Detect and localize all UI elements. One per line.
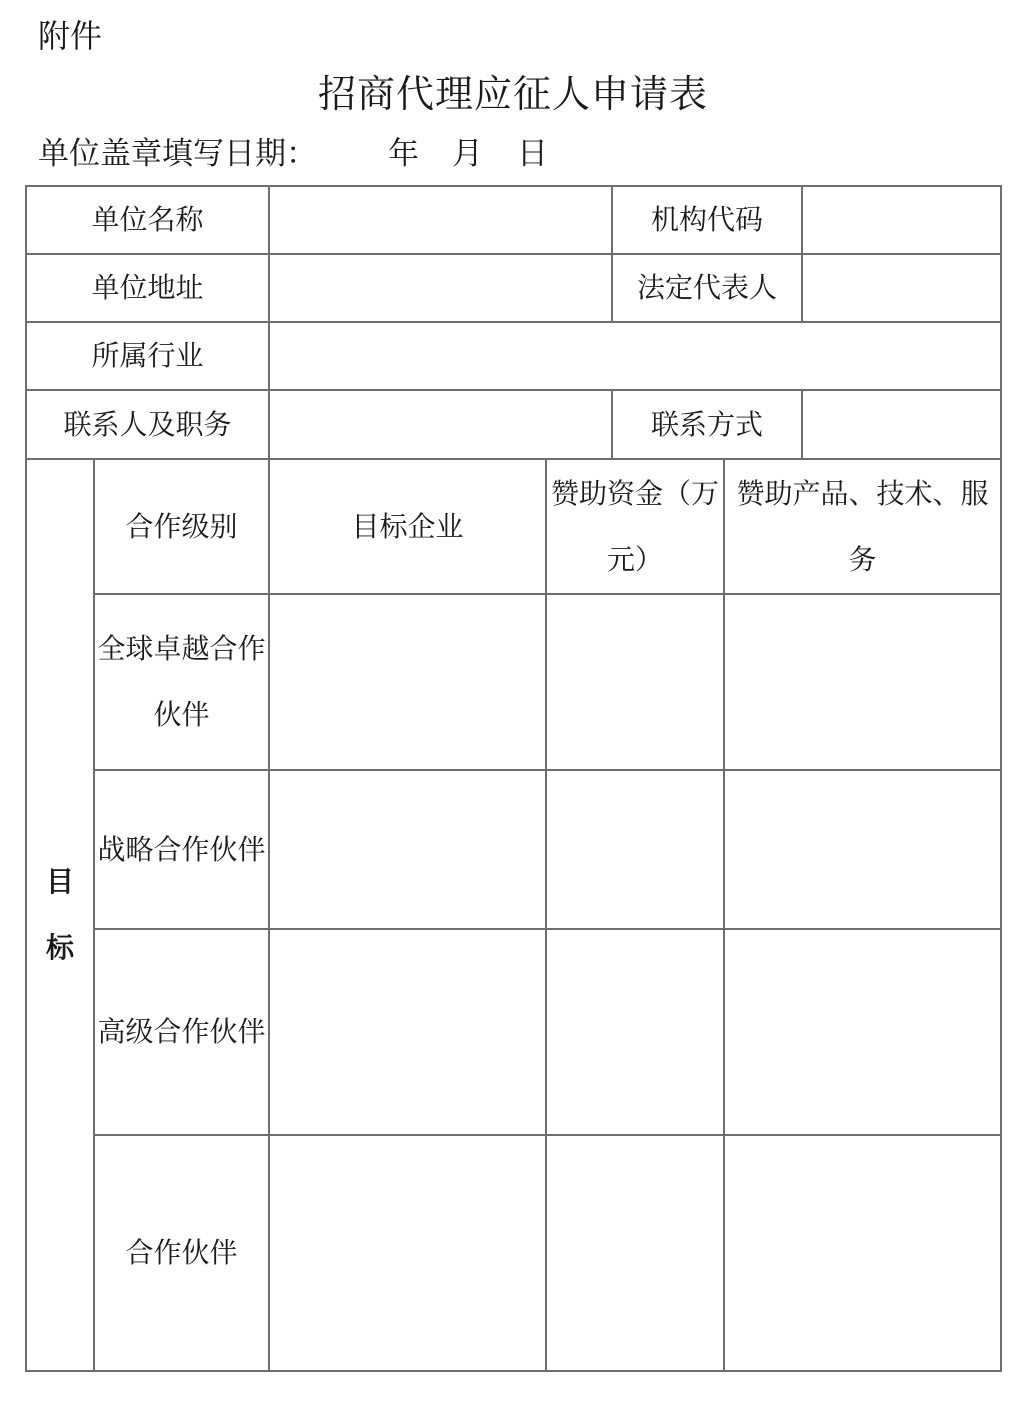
col-cooperation-level: 合作级别 (94, 459, 269, 594)
global-company-value[interactable] (269, 594, 546, 770)
level-partner: 合作伙伴 (94, 1135, 269, 1371)
date-year-label: 年 (388, 136, 419, 172)
org-code-label: 机构代码 (612, 186, 802, 254)
unit-address-label: 单位地址 (26, 254, 269, 322)
partner-products-value[interactable] (724, 1135, 1001, 1371)
legal-rep-label: 法定代表人 (612, 254, 802, 322)
row-level-strategic (26, 770, 1001, 929)
org-code-value[interactable] (802, 186, 1001, 254)
row-unit-address (26, 254, 1001, 322)
row-contact (26, 390, 1001, 459)
target-label-line2: 标 (45, 931, 74, 964)
row-target-header (26, 459, 1001, 594)
attachment-label: 附件 (38, 17, 103, 55)
global-products-value[interactable] (724, 594, 1001, 770)
application-form-table (25, 185, 1002, 1372)
contact-person-label: 联系人及职务 (26, 390, 269, 459)
contact-method-label: 联系方式 (612, 390, 802, 459)
date-month-label: 月 (452, 136, 483, 172)
unit-address-value[interactable] (269, 254, 612, 322)
senior-products-value[interactable] (724, 929, 1001, 1135)
row-level-global (26, 594, 1001, 770)
row-level-senior (26, 929, 1001, 1135)
date-label: 单位盖章填写日期： (38, 136, 317, 172)
unit-name-label: 单位名称 (26, 186, 269, 254)
strategic-company-value[interactable] (269, 770, 546, 929)
date-line (38, 134, 548, 174)
level-global-excellence: 全球卓越合作伙伴 (94, 594, 269, 770)
legal-rep-value[interactable] (802, 254, 1001, 322)
level-senior: 高级合作伙伴 (94, 929, 269, 1135)
contact-person-value[interactable] (269, 390, 612, 459)
senior-company-value[interactable] (269, 929, 546, 1135)
contact-method-value[interactable] (802, 390, 1001, 459)
global-funds-value[interactable] (546, 594, 724, 770)
strategic-products-value[interactable] (724, 770, 1001, 929)
date-day-label: 日 (517, 136, 548, 172)
col-sponsor-products: 赞助产品、技术、服务 (724, 459, 1001, 594)
level-strategic: 战略合作伙伴 (94, 770, 269, 929)
partner-funds-value[interactable] (546, 1135, 724, 1371)
industry-value[interactable] (269, 322, 1001, 390)
row-unit-name (26, 186, 1001, 254)
target-section-label (26, 459, 94, 1371)
unit-name-value[interactable] (269, 186, 612, 254)
row-industry (26, 322, 1001, 390)
industry-label: 所属行业 (26, 322, 269, 390)
row-level-partner (26, 1135, 1001, 1371)
col-target-company: 目标企业 (269, 459, 546, 594)
form-title: 招商代理应征人申请表 (317, 72, 708, 116)
target-label-line1: 目 (45, 865, 74, 898)
partner-company-value[interactable] (269, 1135, 546, 1371)
strategic-funds-value[interactable] (546, 770, 724, 929)
col-sponsor-funds: 赞助资金（万元） (546, 459, 724, 594)
senior-funds-value[interactable] (546, 929, 724, 1135)
